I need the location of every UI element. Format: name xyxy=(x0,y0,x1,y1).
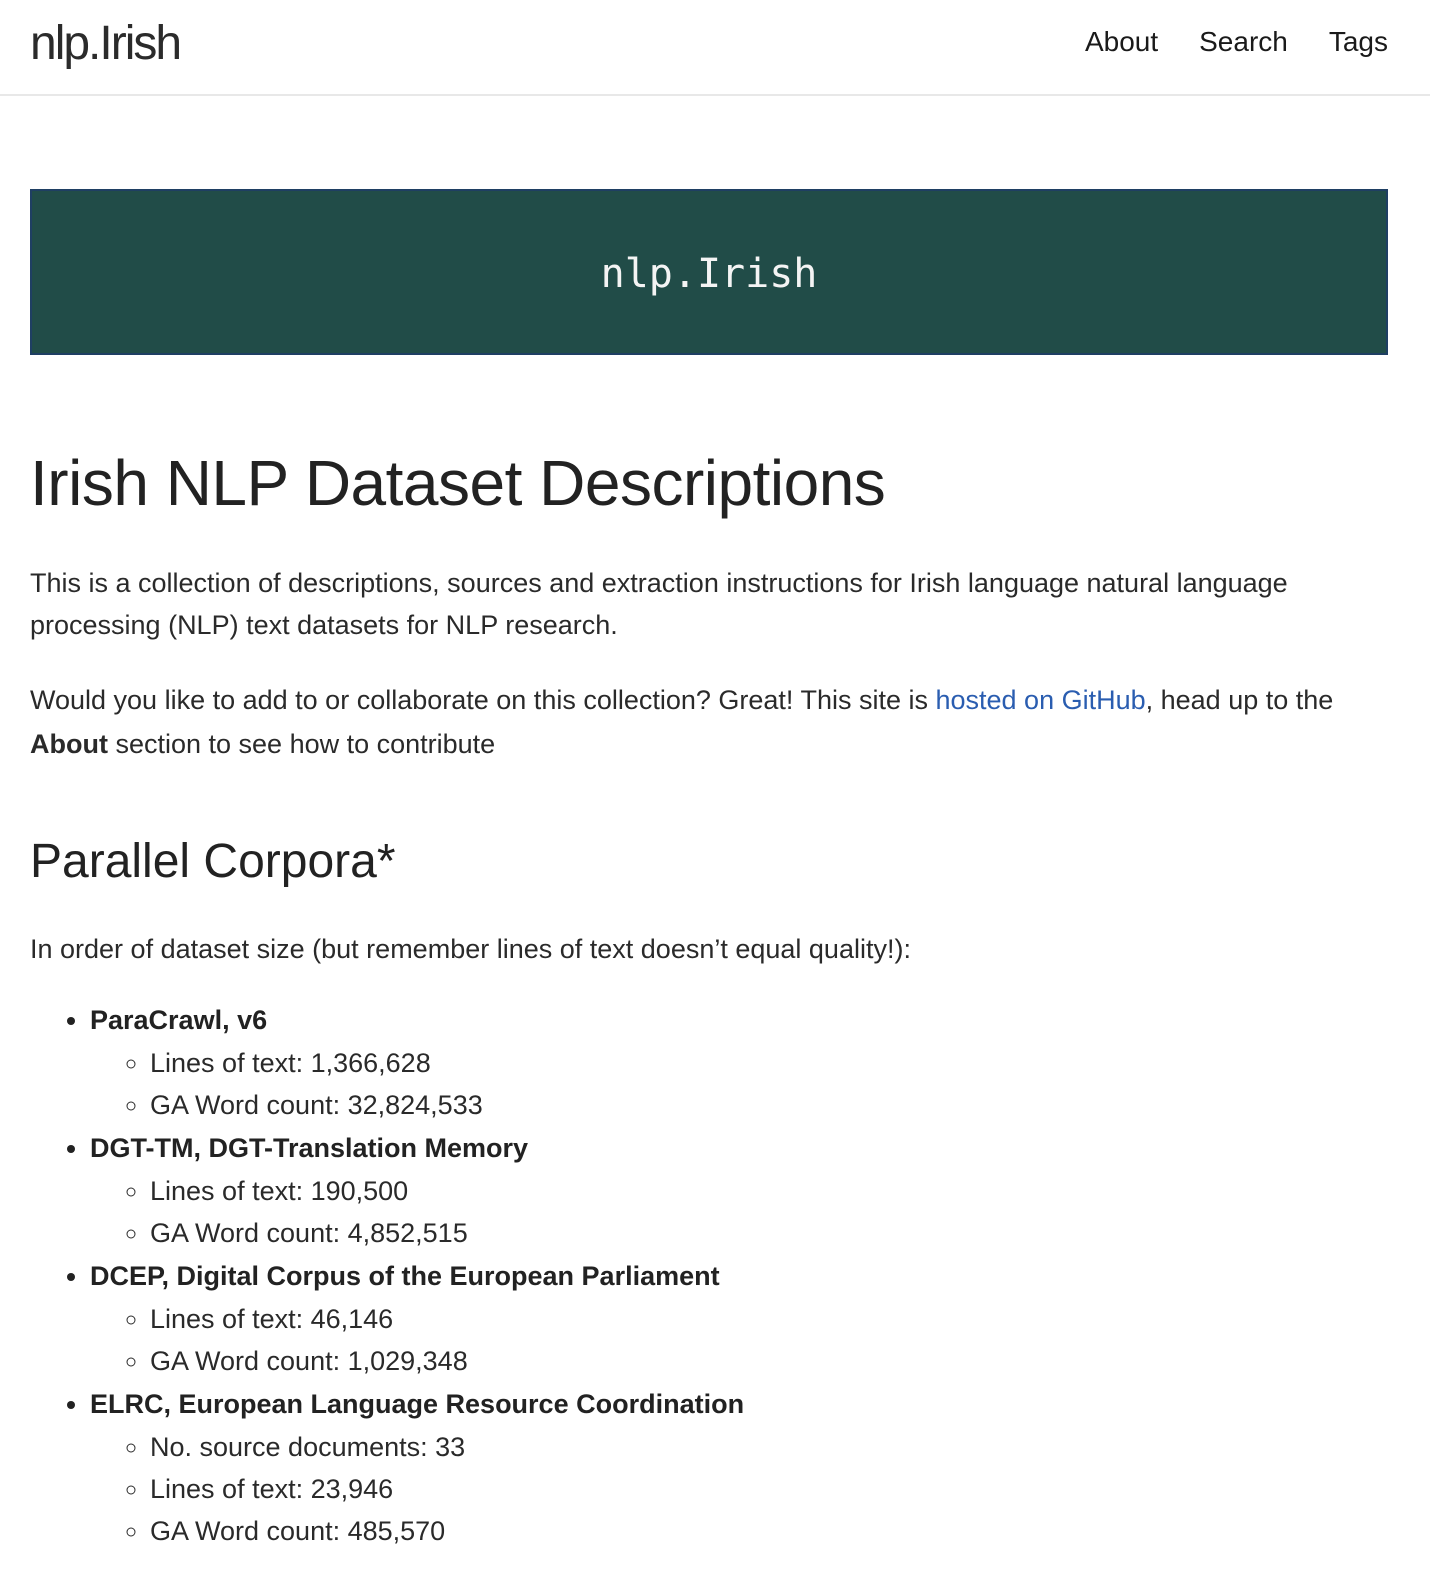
hero-banner xyxy=(30,189,1388,355)
section-title-parallel-corpora: Parallel Corpora* xyxy=(30,835,396,888)
main-content xyxy=(30,440,1388,1552)
dataset-detail: ◦ Lines of text: 23,946 xyxy=(150,1468,1388,1510)
contribute-text-2: , head up to the xyxy=(1145,685,1334,715)
dataset-detail: ◦ Lines of text: 190,500 xyxy=(150,1170,1388,1212)
banner-text: nlp.Irish xyxy=(600,251,818,297)
site-header xyxy=(0,0,1430,96)
dataset-details xyxy=(90,1170,1388,1254)
dataset-detail: ◦ No. source documents: 33 xyxy=(150,1426,1388,1468)
contribute-text-1: Would you like to add to or collaborate on this collection? Great! This site is xyxy=(30,685,936,715)
contribute-text-3: section to see how to contribute xyxy=(107,729,496,759)
dataset-detail: ◦ GA Word count: 32,824,533 xyxy=(150,1084,1388,1126)
nav-about[interactable]: About xyxy=(1084,26,1159,57)
intro-paragraph: This is a collection of descriptions, sources and extraction instructions for Irish language natural language processing (NLP) text datasets for NLP research. xyxy=(30,568,1288,640)
dataset-detail: ◦ GA Word count: 1,029,348 xyxy=(150,1340,1388,1382)
dataset-name: • DCEP, Digital Corpus of the European Parliament xyxy=(90,1261,720,1291)
dataset-list xyxy=(30,998,1388,1552)
nav-search[interactable]: Search xyxy=(1199,26,1288,57)
dataset-details xyxy=(90,1426,1388,1552)
dataset-name: • ParaCrawl, v6 xyxy=(90,1005,268,1035)
dataset-detail: ◦ Lines of text: 46,146 xyxy=(150,1298,1388,1340)
dataset-item xyxy=(90,1126,1388,1254)
about-bold: About xyxy=(30,729,108,759)
contribute-paragraph xyxy=(30,678,1388,766)
dataset-item xyxy=(90,998,1388,1126)
site-title-link[interactable]: nlp.Irish xyxy=(30,17,181,70)
page-title: Irish NLP Dataset Descriptions xyxy=(30,447,886,519)
order-note: In order of dataset size (but remember lines of text doesn’t equal quality!): xyxy=(30,934,911,964)
dataset-detail: ◦ Lines of text: 1,366,628 xyxy=(150,1042,1388,1084)
dataset-detail: ◦ GA Word count: 485,570 xyxy=(150,1510,1388,1552)
nav-tags[interactable]: Tags xyxy=(1328,26,1388,57)
dataset-details xyxy=(90,1042,1388,1126)
dataset-name: • ELRC, European Language Resource Coordination xyxy=(90,1389,745,1419)
github-link[interactable]: hosted on GitHub xyxy=(935,685,1146,715)
dataset-detail: ◦ GA Word count: 4,852,515 xyxy=(150,1212,1388,1254)
dataset-details xyxy=(90,1298,1388,1382)
main-nav xyxy=(1085,22,1388,62)
dataset-name: • DGT-TM, DGT-Translation Memory xyxy=(90,1133,529,1163)
dataset-item xyxy=(90,1254,1388,1382)
dataset-item xyxy=(90,1382,1388,1552)
